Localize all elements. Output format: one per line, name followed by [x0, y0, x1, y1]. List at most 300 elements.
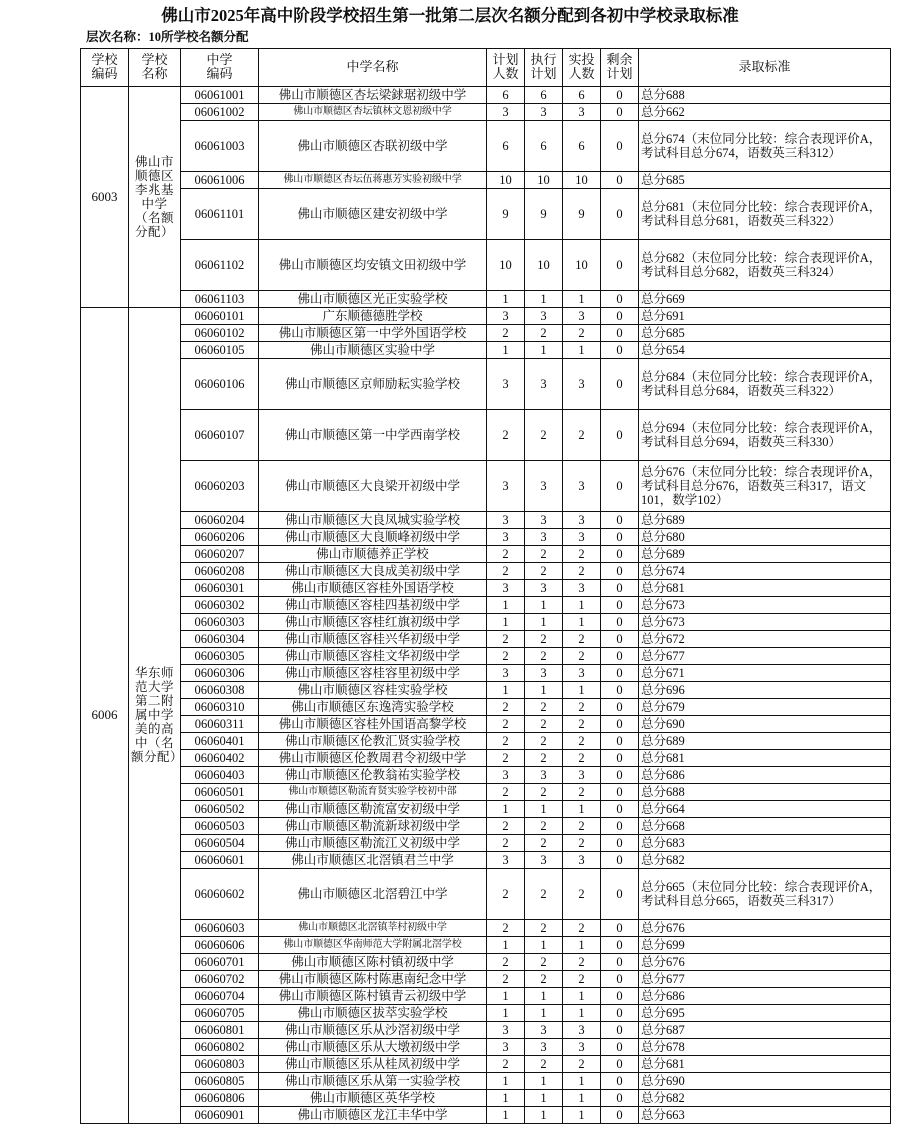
remain-plan-cell: 0	[601, 664, 639, 681]
remain-plan-cell: 0	[601, 188, 639, 239]
remain-plan-cell: 0	[601, 460, 639, 511]
actual-count-cell: 1	[563, 1072, 601, 1089]
mid-code-cell: 06060901	[181, 1106, 259, 1123]
exec-plan-cell: 3	[525, 1021, 563, 1038]
plan-count-cell: 3	[487, 460, 525, 511]
remain-plan-cell: 0	[601, 545, 639, 562]
table-row	[81, 545, 891, 562]
exec-plan-cell: 6	[525, 86, 563, 103]
table-row	[81, 409, 891, 460]
plan-count-cell: 1	[487, 290, 525, 307]
table-row	[81, 715, 891, 732]
exec-plan-cell: 3	[525, 766, 563, 783]
exec-plan-cell: 2	[525, 1055, 563, 1072]
mid-code-cell: 06060311	[181, 715, 259, 732]
standard-cell: 总分680	[639, 528, 891, 545]
remain-plan-cell: 0	[601, 647, 639, 664]
exec-plan-cell: 2	[525, 817, 563, 834]
mid-name-cell: 佛山市顺德区容桂四基初级中学	[259, 596, 487, 613]
remain-plan-cell: 0	[601, 120, 639, 171]
plan-count-cell: 1	[487, 613, 525, 630]
actual-count-cell: 2	[563, 749, 601, 766]
exec-plan-cell: 2	[525, 868, 563, 919]
exec-plan-cell: 6	[525, 120, 563, 171]
mid-code-cell: 06060310	[181, 698, 259, 715]
table-row	[81, 1021, 891, 1038]
mid-name-cell: 佛山市顺德区乐从大墩初级中学	[259, 1038, 487, 1055]
plan-count-cell: 6	[487, 86, 525, 103]
mid-code-cell: 06060805	[181, 1072, 259, 1089]
standard-cell: 总分684（末位同分比较：综合表现评价A，考试科目总分684，语数英三科322）	[639, 358, 891, 409]
header-school-code-line2: 编码	[91, 66, 118, 82]
exec-plan-cell: 2	[525, 409, 563, 460]
table-row	[81, 358, 891, 409]
mid-name-cell: 佛山市顺德区陈村陈惠南纪念中学	[259, 970, 487, 987]
mid-code-cell: 06060702	[181, 970, 259, 987]
mid-name-cell: 佛山市顺德养正学校	[259, 545, 487, 562]
plan-count-cell: 1	[487, 936, 525, 953]
actual-count-cell: 1	[563, 290, 601, 307]
mid-name-cell: 佛山市顺德区勒流江义初级中学	[259, 834, 487, 851]
exec-plan-cell: 2	[525, 953, 563, 970]
plan-count-cell: 2	[487, 834, 525, 851]
page-title: 佛山市2025年高中阶段学校招生第一批第二层次名额分配到各初中学校录取标准	[161, 6, 739, 25]
remain-plan-cell: 0	[601, 562, 639, 579]
mid-code-cell: 06060305	[181, 647, 259, 664]
exec-plan-cell: 2	[525, 562, 563, 579]
mid-code-cell: 06060208	[181, 562, 259, 579]
standard-cell: 总分686	[639, 766, 891, 783]
standard-cell: 总分677	[639, 970, 891, 987]
actual-count-cell: 2	[563, 1055, 601, 1072]
remain-plan-cell: 0	[601, 358, 639, 409]
actual-count-cell: 1	[563, 1106, 601, 1123]
standard-cell: 总分688	[639, 86, 891, 103]
mid-name-cell: 佛山市顺德区杏坛镇林文恩初级中学	[259, 103, 487, 120]
standard-cell: 总分686	[639, 987, 891, 1004]
table-row	[81, 613, 891, 630]
plan-count-cell: 2	[487, 409, 525, 460]
header-actual-count-line1: 实投	[568, 51, 595, 67]
remain-plan-cell: 0	[601, 596, 639, 613]
header-remain-plan-line1: 剩余	[606, 51, 633, 67]
table-row	[81, 103, 891, 120]
plan-count-cell: 3	[487, 358, 525, 409]
table-row	[81, 800, 891, 817]
header-remain-plan	[601, 48, 639, 86]
actual-count-cell: 3	[563, 1038, 601, 1055]
mid-name-cell: 佛山市顺德区龙江丰华中学	[259, 1106, 487, 1123]
exec-plan-cell: 2	[525, 749, 563, 766]
standard-cell: 总分685	[639, 324, 891, 341]
mid-name-cell: 佛山市顺德区容桂外国语学校	[259, 579, 487, 596]
plan-count-cell: 3	[487, 103, 525, 120]
remain-plan-cell: 0	[601, 1038, 639, 1055]
mid-code-cell: 06060801	[181, 1021, 259, 1038]
level-name-label: 层次名称：10所学校名额分配	[86, 30, 249, 45]
mid-name-cell: 佛山市顺德区均安镇文田初级中学	[259, 239, 487, 290]
plan-count-cell: 2	[487, 630, 525, 647]
mid-name-cell: 佛山市顺德区华南师范大学附属北滘学校	[259, 936, 487, 953]
table-row	[81, 1055, 891, 1072]
plan-count-cell: 3	[487, 511, 525, 528]
mid-name-cell: 广东顺德德胜学校	[259, 307, 487, 324]
mid-code-cell: 06061001	[181, 86, 259, 103]
plan-count-cell: 3	[487, 851, 525, 868]
actual-count-cell: 2	[563, 545, 601, 562]
mid-code-cell: 06060304	[181, 630, 259, 647]
exec-plan-cell: 3	[525, 579, 563, 596]
remain-plan-cell: 0	[601, 324, 639, 341]
mid-name-cell: 佛山市顺德区勒流新球初级中学	[259, 817, 487, 834]
mid-code-cell: 06060207	[181, 545, 259, 562]
table-row	[81, 579, 891, 596]
actual-count-cell: 2	[563, 868, 601, 919]
header-mid-code-line1: 中学	[206, 51, 233, 67]
mid-name-cell: 佛山市顺德区勒流富安初级中学	[259, 800, 487, 817]
plan-count-cell: 2	[487, 715, 525, 732]
remain-plan-cell: 0	[601, 1106, 639, 1123]
plan-count-cell: 3	[487, 579, 525, 596]
plan-count-cell: 9	[487, 188, 525, 239]
remain-plan-cell: 0	[601, 698, 639, 715]
mid-code-cell: 06060105	[181, 341, 259, 358]
exec-plan-cell: 2	[525, 647, 563, 664]
exec-plan-cell: 1	[525, 290, 563, 307]
exec-plan-cell: 1	[525, 341, 563, 358]
exec-plan-cell: 1	[525, 681, 563, 698]
header-mid-code	[181, 48, 259, 86]
admission-standards-table	[80, 48, 891, 1124]
actual-count-cell: 6	[563, 86, 601, 103]
actual-count-cell: 3	[563, 664, 601, 681]
header-plan-count-line2: 人数	[492, 66, 519, 82]
mid-name-cell: 佛山市顺德区杏联初级中学	[259, 120, 487, 171]
plan-count-cell: 1	[487, 596, 525, 613]
mid-name-cell: 佛山市顺德区大良凤城实验学校	[259, 511, 487, 528]
remain-plan-cell: 0	[601, 987, 639, 1004]
plan-count-cell: 1	[487, 341, 525, 358]
remain-plan-cell: 0	[601, 834, 639, 851]
mid-name-cell: 佛山市顺德区伦教汇贤实验学校	[259, 732, 487, 749]
remain-plan-cell: 0	[601, 749, 639, 766]
actual-count-cell: 1	[563, 1004, 601, 1021]
actual-count-cell: 1	[563, 1089, 601, 1106]
table-header	[81, 48, 891, 86]
standard-cell: 总分689	[639, 732, 891, 749]
exec-plan-cell: 3	[525, 1038, 563, 1055]
plan-count-cell: 2	[487, 545, 525, 562]
table-row	[81, 732, 891, 749]
remain-plan-cell: 0	[601, 1021, 639, 1038]
mid-code-cell: 06060102	[181, 324, 259, 341]
actual-count-cell: 2	[563, 817, 601, 834]
standard-cell: 总分654	[639, 341, 891, 358]
mid-name-cell: 佛山市顺德区伦教翁祐实验学校	[259, 766, 487, 783]
mid-code-cell: 06061002	[181, 103, 259, 120]
header-school-name-line2: 名称	[141, 66, 168, 82]
actual-count-cell: 2	[563, 732, 601, 749]
exec-plan-cell: 9	[525, 188, 563, 239]
mid-code-cell: 06060306	[181, 664, 259, 681]
remain-plan-cell: 0	[601, 1089, 639, 1106]
actual-count-cell: 3	[563, 851, 601, 868]
exec-plan-cell: 2	[525, 715, 563, 732]
plan-count-cell: 1	[487, 681, 525, 698]
exec-plan-cell: 2	[525, 698, 563, 715]
mid-name-cell: 佛山市顺德区北滘镇莘村初级中学	[259, 919, 487, 936]
standard-cell: 总分679	[639, 698, 891, 715]
plan-count-cell: 6	[487, 120, 525, 171]
actual-count-cell: 2	[563, 698, 601, 715]
standard-cell: 总分671	[639, 664, 891, 681]
mid-name-cell: 佛山市顺德区杏坛梁銶琚初级中学	[259, 86, 487, 103]
table-row	[81, 919, 891, 936]
table-row	[81, 511, 891, 528]
actual-count-cell: 3	[563, 358, 601, 409]
table-row	[81, 1106, 891, 1123]
remain-plan-cell: 0	[601, 817, 639, 834]
exec-plan-cell: 1	[525, 1004, 563, 1021]
actual-count-cell: 2	[563, 953, 601, 970]
table-row	[81, 341, 891, 358]
standard-cell: 总分682（末位同分比较：综合表现评价A，考试科目总分682，语数英三科324）	[639, 239, 891, 290]
actual-count-cell: 1	[563, 596, 601, 613]
table-row	[81, 987, 891, 1004]
mid-code-cell: 06060107	[181, 409, 259, 460]
mid-code-cell: 06060701	[181, 953, 259, 970]
exec-plan-cell: 10	[525, 171, 563, 188]
mid-code-cell: 06061102	[181, 239, 259, 290]
plan-count-cell: 2	[487, 1055, 525, 1072]
table-row	[81, 851, 891, 868]
mid-code-cell: 06060308	[181, 681, 259, 698]
mid-name-cell: 佛山市顺德区第一中学西南学校	[259, 409, 487, 460]
actual-count-cell: 2	[563, 970, 601, 987]
table-row	[81, 868, 891, 919]
exec-plan-cell: 1	[525, 1106, 563, 1123]
exec-plan-cell: 3	[525, 460, 563, 511]
plan-count-cell: 2	[487, 817, 525, 834]
table-row	[81, 239, 891, 290]
exec-plan-cell: 2	[525, 324, 563, 341]
header-mid-code-line2: 编码	[206, 66, 233, 82]
exec-plan-cell: 1	[525, 1089, 563, 1106]
plan-count-cell: 1	[487, 1089, 525, 1106]
table-row	[81, 681, 891, 698]
standard-cell: 总分668	[639, 817, 891, 834]
remain-plan-cell: 0	[601, 953, 639, 970]
actual-count-cell: 1	[563, 681, 601, 698]
actual-count-cell: 10	[563, 171, 601, 188]
standard-cell: 总分676	[639, 953, 891, 970]
actual-count-cell: 9	[563, 188, 601, 239]
actual-count-cell: 1	[563, 341, 601, 358]
mid-name-cell: 佛山市顺德区容桂兴华初级中学	[259, 630, 487, 647]
remain-plan-cell: 0	[601, 681, 639, 698]
mid-code-cell: 06060106	[181, 358, 259, 409]
exec-plan-cell: 2	[525, 970, 563, 987]
document-page	[0, 6, 900, 1122]
mid-name-cell: 佛山市顺德区陈村镇初级中学	[259, 953, 487, 970]
standard-cell: 总分687	[639, 1021, 891, 1038]
remain-plan-cell: 0	[601, 1055, 639, 1072]
actual-count-cell: 2	[563, 715, 601, 732]
table-row	[81, 171, 891, 188]
plan-count-cell: 2	[487, 919, 525, 936]
remain-plan-cell: 0	[601, 239, 639, 290]
actual-count-cell: 3	[563, 766, 601, 783]
plan-count-cell: 1	[487, 1072, 525, 1089]
mid-name-cell: 佛山市顺德区北滘镇君兰中学	[259, 851, 487, 868]
remain-plan-cell: 0	[601, 783, 639, 800]
table-row	[81, 1004, 891, 1021]
actual-count-cell: 3	[563, 307, 601, 324]
mid-code-cell: 06060504	[181, 834, 259, 851]
exec-plan-cell: 3	[525, 528, 563, 545]
plan-count-cell: 2	[487, 868, 525, 919]
exec-plan-cell: 3	[525, 358, 563, 409]
header-school-code-line1: 学校	[91, 51, 118, 67]
remain-plan-cell: 0	[601, 409, 639, 460]
table-row	[81, 698, 891, 715]
actual-count-cell: 2	[563, 647, 601, 664]
table-container	[0, 48, 900, 1124]
table-row	[81, 630, 891, 647]
plan-count-cell: 2	[487, 732, 525, 749]
remain-plan-cell: 0	[601, 307, 639, 324]
remain-plan-cell: 0	[601, 171, 639, 188]
actual-count-cell: 1	[563, 800, 601, 817]
exec-plan-cell: 2	[525, 919, 563, 936]
standard-cell: 总分665（末位同分比较：综合表现评价A，考试科目总分665，语数英三科317）	[639, 868, 891, 919]
mid-name-cell: 佛山市顺德区大良成美初级中学	[259, 562, 487, 579]
standard-cell: 总分691	[639, 307, 891, 324]
table-row	[81, 307, 891, 324]
mid-name-cell: 佛山市顺德区拔萃实验学校	[259, 1004, 487, 1021]
exec-plan-cell: 2	[525, 732, 563, 749]
header-school-code	[81, 48, 129, 86]
table-row	[81, 528, 891, 545]
header-school-name	[129, 48, 181, 86]
table-row	[81, 766, 891, 783]
exec-plan-cell: 2	[525, 630, 563, 647]
standard-cell: 总分677	[639, 647, 891, 664]
school-name-cell: 华东师范大学第二附属中学美的高中（名额分配）	[129, 307, 181, 1123]
plan-count-cell: 10	[487, 239, 525, 290]
header-mid-name: 中学名称	[259, 48, 487, 86]
table-row	[81, 749, 891, 766]
school-name-cell: 佛山市顺德区李兆基中学（名额分配）	[129, 86, 181, 307]
exec-plan-cell: 2	[525, 783, 563, 800]
standard-cell: 总分681（末位同分比较：综合表现评价A，考试科目总分681，语数英三科322）	[639, 188, 891, 239]
mid-name-cell: 佛山市顺德区杏坛伍蒋惠芳实验初级中学	[259, 171, 487, 188]
standard-cell: 总分683	[639, 834, 891, 851]
actual-count-cell: 2	[563, 562, 601, 579]
actual-count-cell: 3	[563, 528, 601, 545]
actual-count-cell: 2	[563, 783, 601, 800]
mid-code-cell: 06060206	[181, 528, 259, 545]
exec-plan-cell: 3	[525, 511, 563, 528]
plan-count-cell: 2	[487, 749, 525, 766]
header-standard: 录取标准	[639, 48, 891, 86]
plan-count-cell: 3	[487, 766, 525, 783]
mid-name-cell: 佛山市顺德区容桂实验学校	[259, 681, 487, 698]
mid-code-cell: 06061003	[181, 120, 259, 171]
plan-count-cell: 2	[487, 953, 525, 970]
mid-code-cell: 06060803	[181, 1055, 259, 1072]
remain-plan-cell: 0	[601, 630, 639, 647]
mid-name-cell: 佛山市顺德区容桂外国语高黎学校	[259, 715, 487, 732]
actual-count-cell: 2	[563, 919, 601, 936]
remain-plan-cell: 0	[601, 851, 639, 868]
mid-name-cell: 佛山市顺德区大良顺峰初级中学	[259, 528, 487, 545]
plan-count-cell: 2	[487, 562, 525, 579]
header-school-name-line1: 学校	[141, 51, 168, 67]
mid-name-cell: 佛山市顺德区光正实验学校	[259, 290, 487, 307]
remain-plan-cell: 0	[601, 970, 639, 987]
standard-cell: 总分694（末位同分比较：综合表现评价A，考试科目总分694，语数英三科330）	[639, 409, 891, 460]
standard-cell: 总分685	[639, 171, 891, 188]
standard-cell: 总分674	[639, 562, 891, 579]
standard-cell: 总分689	[639, 511, 891, 528]
mid-name-cell: 佛山市顺德区北滘碧江中学	[259, 868, 487, 919]
mid-code-cell: 06060303	[181, 613, 259, 630]
actual-count-cell: 3	[563, 103, 601, 120]
mid-name-cell: 佛山市顺德区伦教周君令初级中学	[259, 749, 487, 766]
table-row	[81, 188, 891, 239]
exec-plan-cell: 2	[525, 834, 563, 851]
actual-count-cell: 3	[563, 1021, 601, 1038]
plan-count-cell: 1	[487, 1004, 525, 1021]
table-row	[81, 86, 891, 103]
standard-cell: 总分681	[639, 749, 891, 766]
remain-plan-cell: 0	[601, 528, 639, 545]
standard-cell: 总分681	[639, 579, 891, 596]
plan-count-cell: 2	[487, 698, 525, 715]
plan-count-cell: 2	[487, 783, 525, 800]
plan-count-cell: 2	[487, 970, 525, 987]
table-body	[81, 86, 891, 1123]
header-plan-count-line1: 计划	[492, 51, 519, 67]
mid-name-cell: 佛山市顺德区乐从沙滘初级中学	[259, 1021, 487, 1038]
exec-plan-cell: 1	[525, 596, 563, 613]
mid-code-cell: 06060806	[181, 1089, 259, 1106]
table-row	[81, 970, 891, 987]
standard-cell: 总分676（末位同分比较：综合表现评价A，考试科目总分676，语数英三科317，语文101，数学102）	[639, 460, 891, 511]
header-exec-plan-line2: 计划	[530, 66, 557, 82]
mid-code-cell: 06061103	[181, 290, 259, 307]
plan-count-cell: 3	[487, 307, 525, 324]
mid-code-cell: 06060101	[181, 307, 259, 324]
remain-plan-cell: 0	[601, 766, 639, 783]
mid-code-cell: 06060602	[181, 868, 259, 919]
mid-code-cell: 06061101	[181, 188, 259, 239]
exec-plan-cell: 1	[525, 613, 563, 630]
exec-plan-cell: 3	[525, 103, 563, 120]
header-plan-count	[487, 48, 525, 86]
plan-count-cell: 3	[487, 664, 525, 681]
actual-count-cell: 2	[563, 834, 601, 851]
remain-plan-cell: 0	[601, 800, 639, 817]
plan-count-cell: 1	[487, 1106, 525, 1123]
standard-cell: 总分681	[639, 1055, 891, 1072]
plan-count-cell: 3	[487, 528, 525, 545]
table-row	[81, 953, 891, 970]
remain-plan-cell: 0	[601, 715, 639, 732]
mid-code-cell: 06060402	[181, 749, 259, 766]
exec-plan-cell: 10	[525, 239, 563, 290]
